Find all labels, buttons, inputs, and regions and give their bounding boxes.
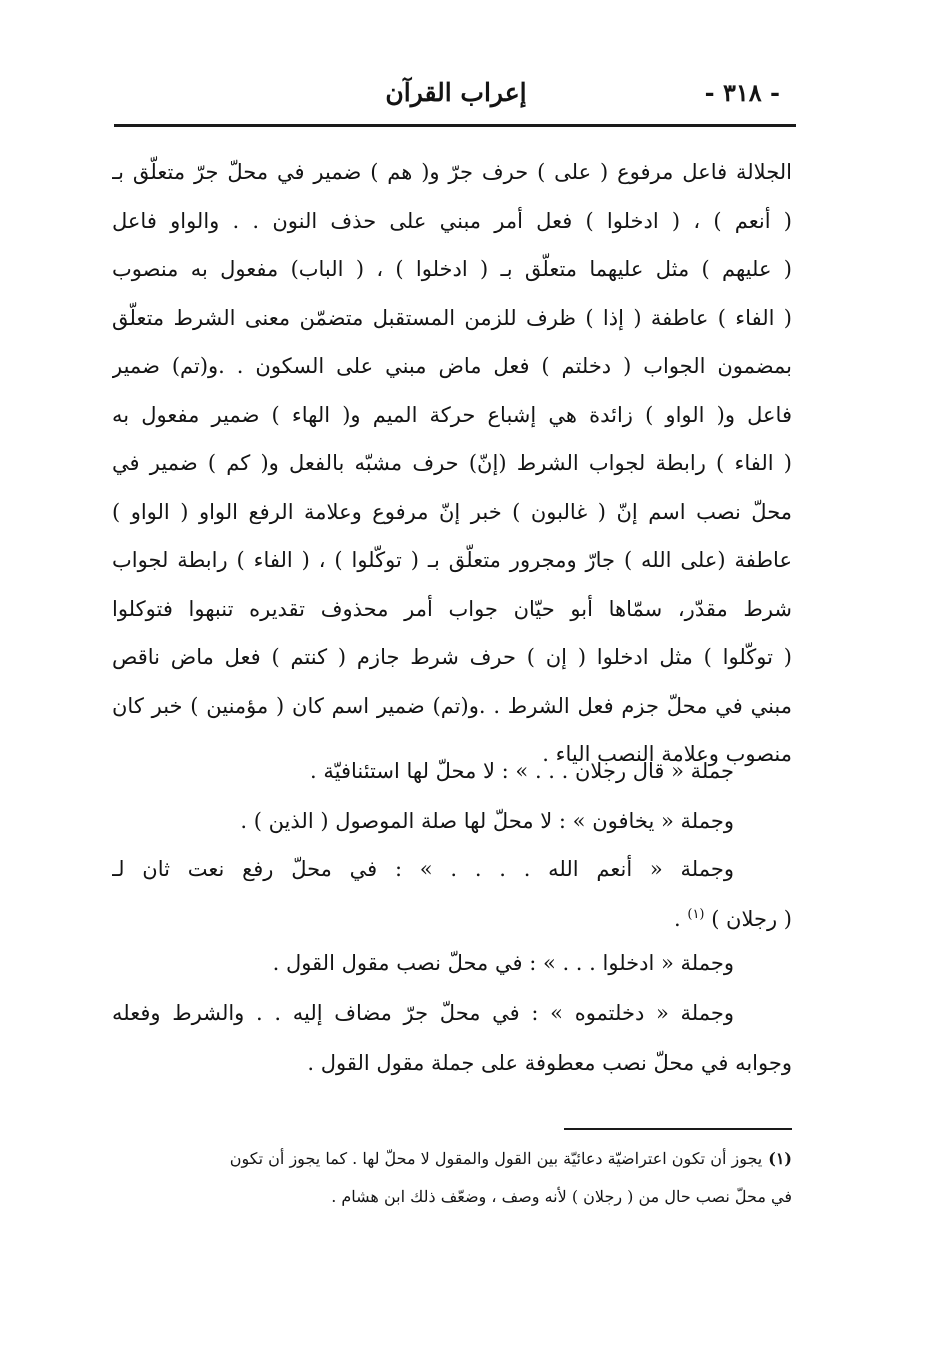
footnote-rule (564, 1128, 792, 1130)
sentence-item-continuation (112, 892, 792, 938)
book-title: إعراب القرآن (385, 78, 527, 107)
paragraph-line: ( الفاء ) رابطة لجواب الشرط (إنّ) حرف مشبّه بالفعل و( كم ) ضمير في (112, 451, 792, 475)
footnote-reference: (١) (687, 907, 705, 922)
footnote-line: في محلّ نصب حال من ( رجلان ) لأنه وصف ، وضعّف ذلك ابن هشام . (331, 1187, 792, 1206)
footnote-line (150, 1140, 792, 1178)
paragraph-line: ( عليهم ) مثل عليهما متعلّق بـ ( ادخلوا ) ، ( الباب) مفعول به منصوب (112, 257, 792, 281)
paragraph-line: ( أنعم ) ، ( ادخلوا ) فعل أمر مبني على حذف النون . . والواو فاعل (112, 208, 792, 233)
paragraph-line: منصوب وعلامة النصب الياء . (542, 742, 792, 766)
footnote (150, 1140, 792, 1216)
paragraph-line: شرط مقدّر، سمّاها أبو حيّان جواب أمر محذوف تقديره تنبهوا فتوكلوا (112, 596, 792, 621)
sentence-item: جملة « قال رجلان . . . » : لا محلّ لها استئنافيّة . (310, 759, 734, 783)
footnote-marker: (١) (768, 1149, 792, 1168)
sentence-item: وجملة « دخلتموه » : في محلّ جرّ مضاف إليه . . والشرط وفعله (112, 1001, 734, 1025)
footnote-text: يجوز أن تكون اعتراضيّة دعائيّة بين القول والمقول لا محلّ لها . كما يجوز أن تكون (229, 1149, 763, 1168)
sentence-item: وجملة « أنعم الله . . . . » : في محلّ رفع نعت ثان لـ (112, 857, 734, 881)
sentence-end-mark: . (673, 907, 681, 931)
paragraph-line: محلّ نصب اسم إنّ ( غالبون ) خبر إنّ مرفوع وعلامة الرفع الواو ( الواو ) (112, 499, 792, 524)
paragraph-line: بمضمون الجواب ( دخلتم ) فعل ماض مبني على السكون . .و(تم) ضمير (112, 354, 792, 378)
paragraph-line: مبني في محلّ جزم فعل الشرط . .و(تم) ضمير اسم كان ( مؤمنين ) خبر كان (112, 693, 792, 718)
paragraph-line: ( الفاء ) عاطفة ( إذا ) ظرف للزمن المستقبل متضمّن معنى الشرط متعلّق (112, 305, 792, 330)
sentence-analysis-list (112, 746, 792, 1088)
paragraph-line: ( توكّلوا ) مثل ادخلوا ( إن ) حرف شرط جازم ( كنتم ) فعل ماض ناقص (112, 645, 792, 669)
paragraph-line: فاعل و( الواو ) زائدة هي إشباع حركة الميم و( الهاء ) ضمير مفعول به (112, 402, 792, 427)
main-paragraph (112, 148, 792, 779)
page-number: - ٣١٨ - (704, 78, 780, 107)
paragraph-line: الجلالة فاعل مرفوع ( على ) حرف جرّ و( هم ) ضمير في محلّ جرّ متعلّق بـ (112, 160, 792, 184)
sentence-item: وجملة « يخافون » : لا محلّ لها صلة الموصول ( الذين ) . (240, 809, 734, 833)
sentence-item-text: ( رجلان ) (711, 907, 792, 931)
header-rule (114, 124, 796, 127)
sentence-item-continuation: وجوابه في محلّ نصب معطوفة على جملة مقول القول . (307, 1051, 792, 1075)
running-header (118, 78, 794, 118)
sentence-item: وجملة « ادخلوا . . . » : في محلّ نصب مقول القول . (272, 951, 734, 975)
paragraph-line: عاطفة (على الله ) جارّ ومجرور متعلّق بـ ( توكّلوا ) ، ( الفاء ) رابطة لجواب (112, 548, 792, 572)
